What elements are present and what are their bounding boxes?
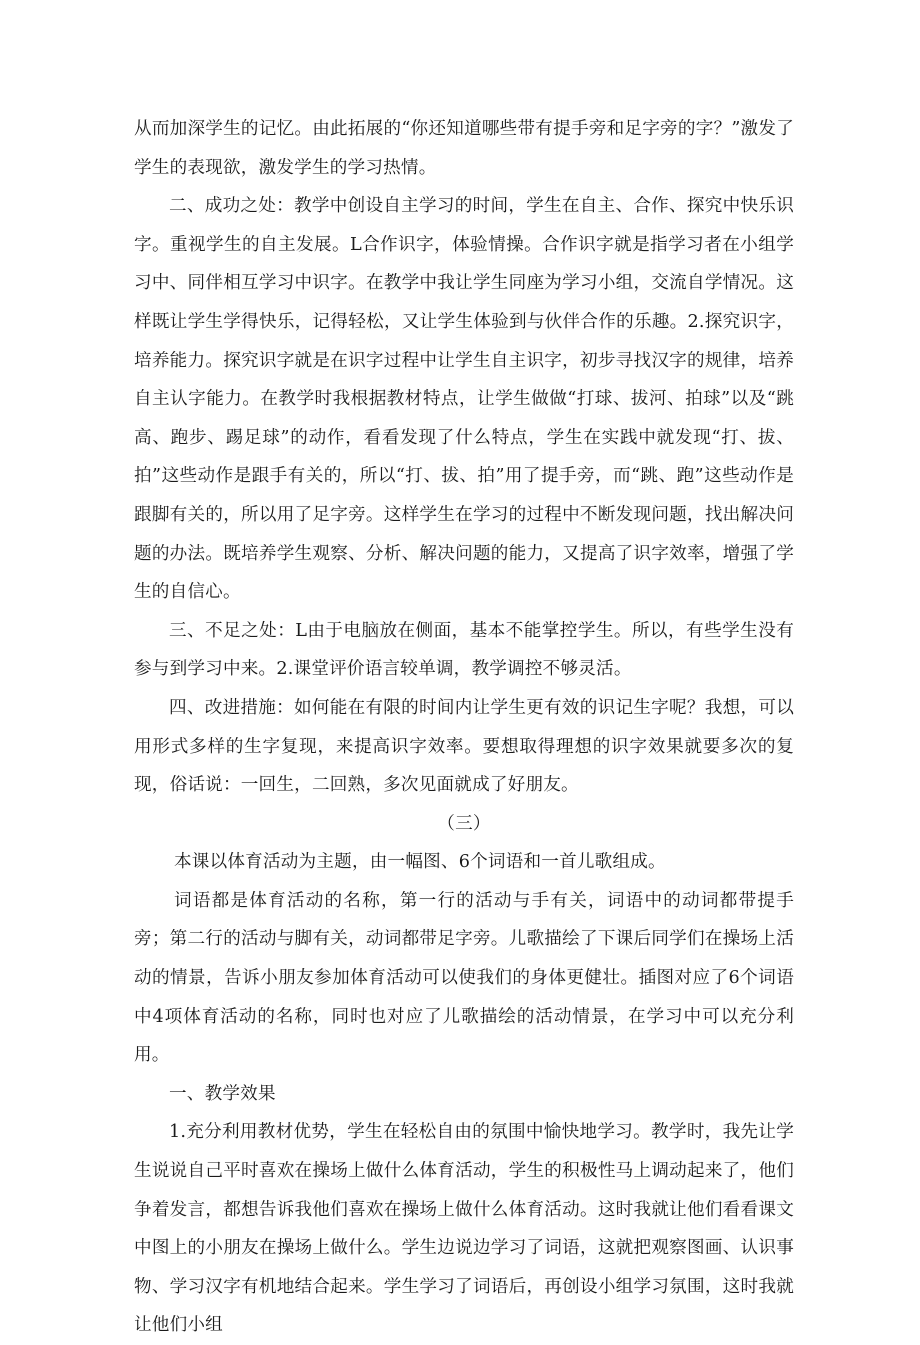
paragraph-shortcomings: 三、不足之处：L由于电脑放在侧面，基本不能掌控学生。所以，有些学生没有参与到学习中来。2.课堂评价语言较单调，教学调控不够灵活。 <box>134 620 794 680</box>
paragraph-success: 二、成功之处：教学中创设自主学习的时间，学生在自主、合作、探究中快乐识字。重视学生的自主发展。L合作识字，体验情操。合作识字就是指学习者在小组学习中、同伴相互学习中识字。在教学中我让学生同座为学习小组，交流自学情况。这样既让学生学得快乐，记得轻松，又让学生体验到与伙伴合作的乐趣。2.探究识字，培养能力。探究识字就是在识字过程中让学生自主识字，初步寻找汉字的规律，培养自主认字能力。在教学时我根据教材特点，让学生做做“打球、拔河、拍球”以及“跳高、跑步、踢足球”的动作，看看发现了什么特点，学生在实践中就发现“打、拔、拍”这些动作是跟手有关的，所以“打、拔、拍”用了提手旁，而“跳、跑”这些动作是跟脚有关的，所以用了足字旁。这样学生在学习的过程中不断发现问题，找出解决问题的办法。既培养学生观察、分析、解决问题的能力，又提高了识字效率，增强了学生的自信心。 <box>134 196 794 603</box>
paragraph-effect-one: 1.充分利用教材优势，学生在轻松自由的氛围中愉快地学习。教学时，我先让学生说说自己平时喜欢在操场上做什么体育活动，学生的积极性马上调动起来了，他们争着发言，都想告诉我他们喜欢在操场上做什么体育活动。这时我就让他们看看课文中图上的小朋友在操场上做什么。学生边说边学习了词语，这就把观察图画、认识事物、学习汉字有机地结合起来。学生学习了词语后，再创设小组学习氛围，这时我就让他们小组 <box>134 1122 794 1336</box>
paragraph-vocabulary: 词语都是体育活动的名称，第一行的活动与手有关，词语中的动词都带提手旁；第二行的活动与脚有关，动词都带足字旁。儿歌描绘了下课后同学们在操场上活动的情景，告诉小朋友参加体育活动可以使我们的身体更健壮。插图对应了6个词语中4项体育活动的名称，同时也对应了儿歌描绘的活动情景，在学习中可以充分利用。 <box>134 890 794 1066</box>
paragraph-continuation: 从而加深学生的记忆。由此拓展的“你还知道哪些带有提手旁和足字旁的字？”激发了学生的表现欲，激发学生的学习热情。 <box>134 119 794 178</box>
heading-teaching-effect: 一、教学效果 <box>169 1083 276 1104</box>
paragraph-lesson-overview: 本课以体育活动为主题，由一幅图、6个词语和一首儿歌组成。 <box>174 852 666 873</box>
section-heading-three: （三） <box>437 813 491 834</box>
document-body <box>134 110 794 1345</box>
paragraph-improvements: 四、改进措施：如何能在有限的时间内让学生更有效的识记生字呢？我想，可以用形式多样的生字复现，来提高识字效率。要想取得理想的识字效果就要多次的复现，俗话说：一回生，二回熟，多次见面就成了好朋友。 <box>134 697 794 796</box>
